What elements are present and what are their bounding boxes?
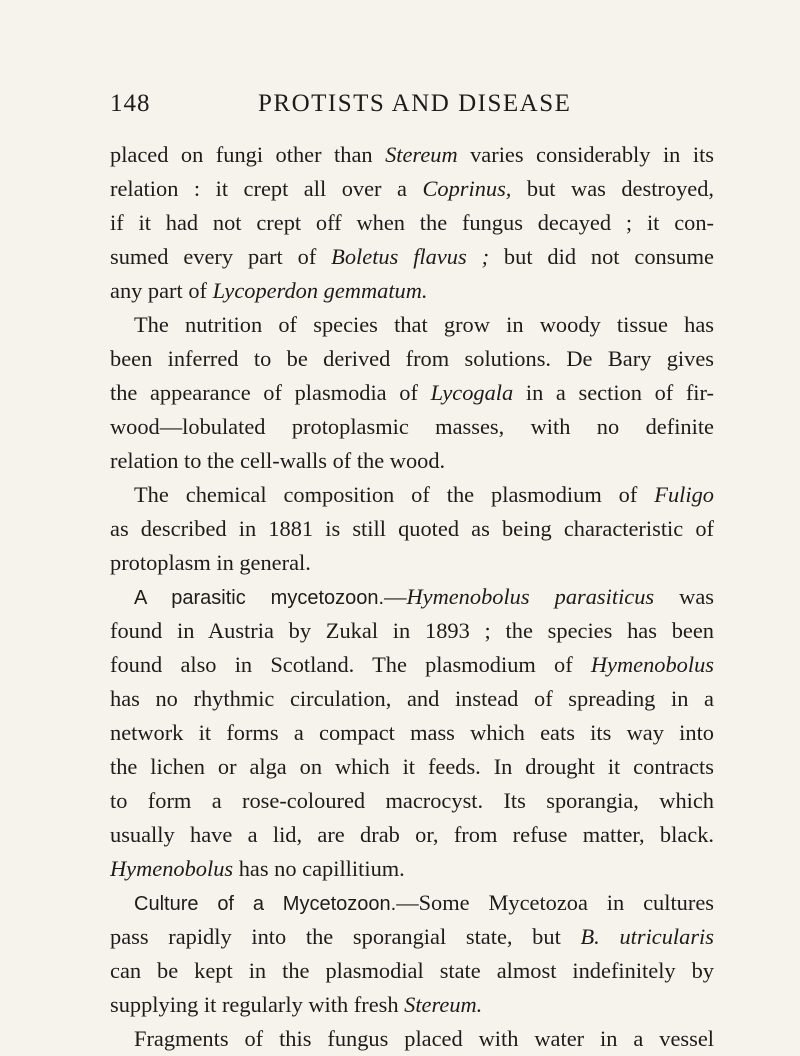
text-run: usually have a lid, are drab or, from refuse matter, black.	[110, 822, 714, 847]
text-line	[110, 172, 714, 206]
text-line	[110, 444, 714, 478]
text-run: varies considerably in its	[457, 142, 714, 167]
text-run: relation : it crept all over a	[110, 176, 423, 201]
text-run: the lichen or alga on which it feeds. In drought it contracts	[110, 754, 714, 779]
text-run: was	[654, 584, 714, 609]
text-run: if it had not crept off when the fungus decayed ; it con-	[110, 210, 714, 235]
italic-run: Stereum	[385, 142, 458, 167]
text-line	[110, 138, 714, 172]
text-line	[110, 920, 714, 954]
italic-run: Hymenobolus parasiticus	[406, 584, 655, 609]
text-run: any part of	[110, 278, 213, 303]
text-run: sumed every part of	[110, 244, 332, 269]
running-title: PROTISTS AND DISEASE	[258, 90, 572, 117]
text-line	[110, 342, 714, 376]
text-run: relation to the cell-walls of the wood.	[110, 448, 446, 473]
italic-run: Hymenobolus	[590, 652, 714, 677]
italic-run: Boletus flavus ;	[331, 244, 490, 269]
text-line	[110, 784, 714, 818]
text-line	[110, 682, 714, 716]
text-line	[110, 308, 714, 342]
section-heading: Culture of a Mycetozoon.	[134, 893, 397, 915]
text-line	[110, 648, 714, 682]
text-run: but was destroyed,	[511, 176, 714, 201]
text-line	[110, 240, 714, 274]
text-run: The nutrition of species that grow in woody tissue has	[134, 312, 714, 337]
italic-run: Fuligo	[654, 482, 714, 507]
text-run: pass rapidly into the sporangial state, but	[110, 924, 581, 949]
text-line	[110, 274, 714, 308]
text-run: to form a rose-coloured macrocyst. Its sporangia, which	[110, 788, 714, 813]
text-run: but did not consume	[489, 244, 714, 269]
italic-run: Lycoperdon gemmatum.	[212, 278, 428, 303]
text-run: the appearance of plasmodia of	[110, 380, 431, 405]
text-line	[110, 886, 714, 920]
text-line	[110, 1022, 714, 1056]
text-run: —Some Mycetozoa in cultures	[396, 890, 714, 915]
text-line	[110, 376, 714, 410]
italic-run: Coprinus,	[422, 176, 512, 201]
text-run: network it forms a compact mass which eats its way into	[110, 720, 714, 745]
text-run: placed on fungi other than	[110, 142, 386, 167]
text-line	[110, 206, 714, 240]
page-number: 148	[110, 90, 151, 117]
text-run: as described in 1881 is still quoted as being characteristic of	[110, 516, 714, 541]
italic-run: B. utricularis	[580, 924, 714, 949]
text-run: —	[384, 584, 407, 609]
text-line	[110, 716, 714, 750]
text-run: can be kept in the plasmodial state almost indefinitely by	[110, 958, 714, 983]
text-run: has no rhythmic circulation, and instead of spreading in a	[110, 686, 714, 711]
text-line	[110, 478, 714, 512]
text-run: wood—lobulated protoplasmic masses, with no definite	[110, 414, 714, 439]
text-line	[110, 580, 714, 614]
text-line	[110, 818, 714, 852]
text-line	[110, 410, 714, 444]
text-line	[110, 852, 714, 886]
italic-run: Stereum.	[404, 992, 483, 1017]
text-line	[110, 546, 714, 580]
text-run: found also in Scotland. The plasmodium of	[110, 652, 591, 677]
italic-run: Lycogala	[430, 380, 514, 405]
text-line	[110, 750, 714, 784]
body-text	[110, 138, 714, 1056]
running-head	[110, 90, 710, 126]
text-run: supplying it regularly with fresh	[110, 992, 405, 1017]
italic-run: Hymenobolus	[110, 856, 234, 881]
text-line	[110, 614, 714, 648]
text-line	[110, 954, 714, 988]
section-heading: A parasitic mycetozoon.	[134, 587, 385, 609]
text-run: The chemical composition of the plasmodium of	[134, 482, 655, 507]
text-run: in a section of fir-	[513, 380, 714, 405]
text-run: protoplasm in general.	[110, 550, 311, 575]
text-run: has no capillitium.	[233, 856, 405, 881]
text-run: found in Austria by Zukal in 1893 ; the species has been	[110, 618, 714, 643]
text-line	[110, 988, 714, 1022]
text-run: been inferred to be derived from solutions. De Bary gives	[110, 346, 714, 371]
text-line	[110, 512, 714, 546]
text-run: Fragments of this fungus placed with water in a vessel	[134, 1026, 714, 1051]
